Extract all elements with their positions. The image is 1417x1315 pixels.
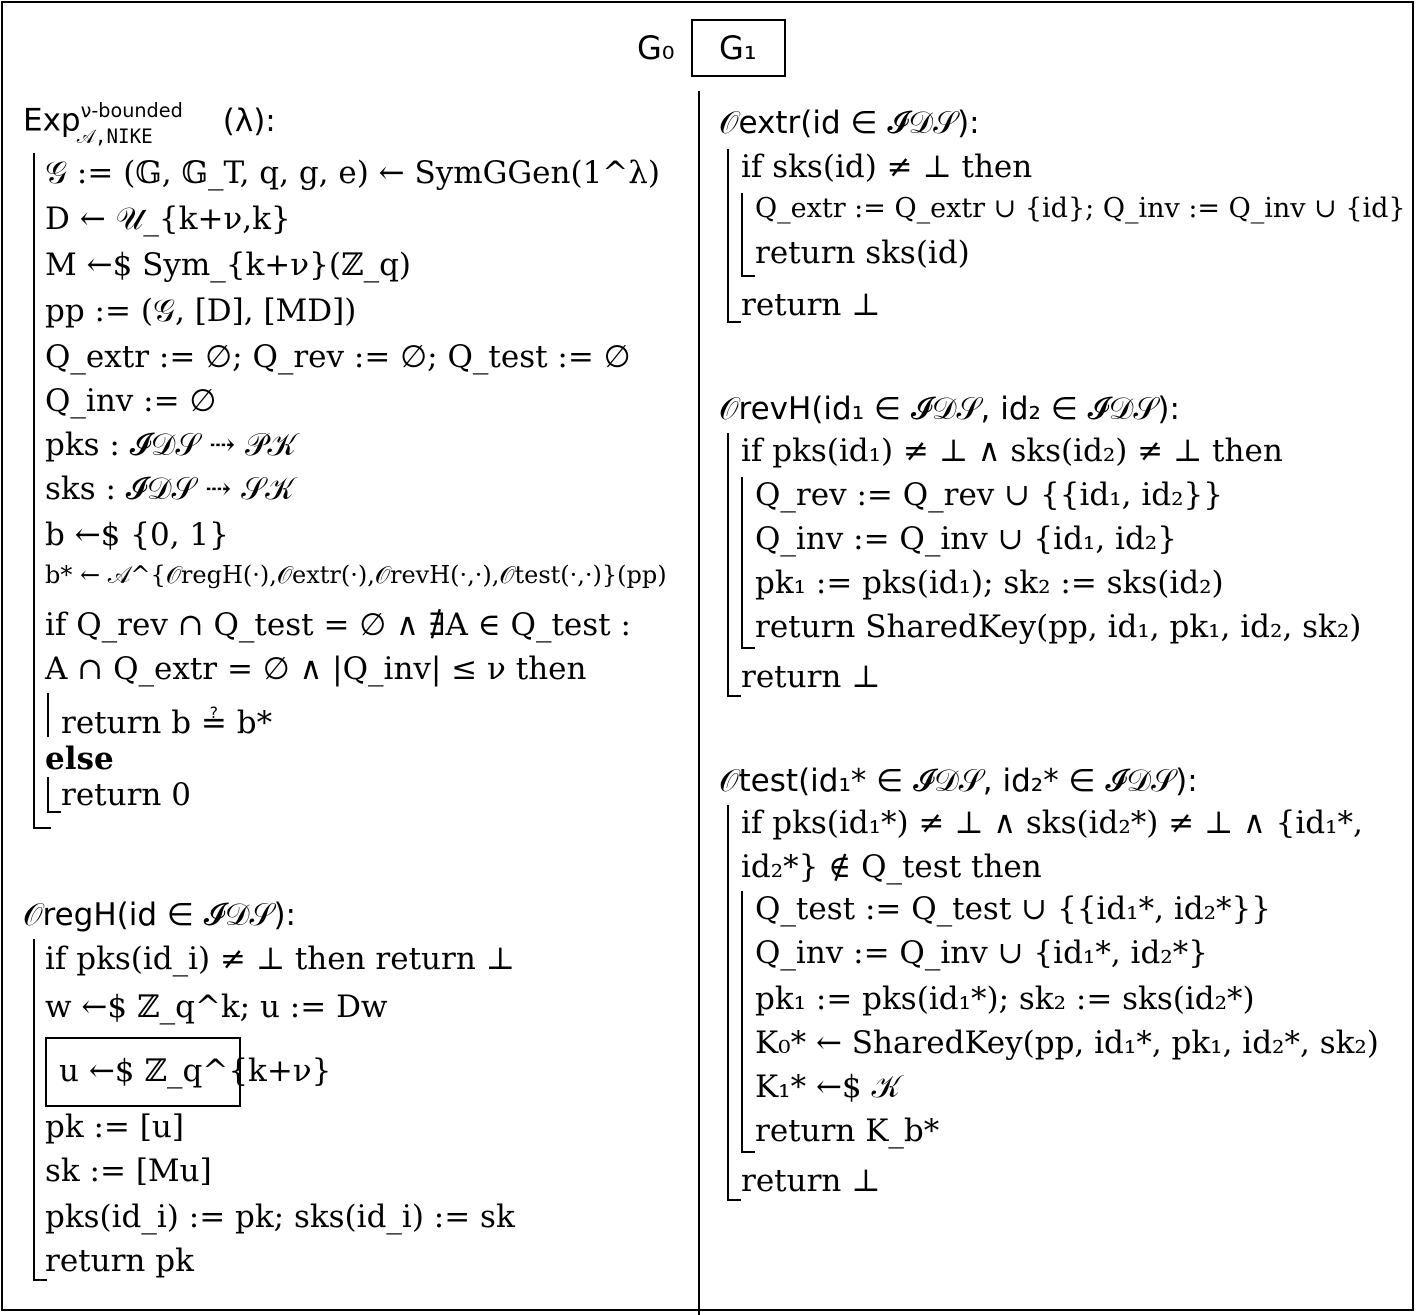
regh-line-2: w ←$ ℤ_q^k; u := Dw [45,989,388,1025]
extr-line-2: Q_extr := Q_extr ∪ {id}; Q_inv := Q_inv ∪ {id} [755,193,1406,224]
revh-then-bracket-foot [741,647,755,649]
regh-line-5: sk := [Mu] [45,1153,212,1189]
exp-line-8: sks : 𝓘𝒟𝒮 ⇢ 𝒮𝒦 [45,471,294,507]
exp-line-15: return 0 [61,777,191,813]
oracle-revh-bracket [727,433,729,697]
game-g1-label: G₁ [719,29,757,67]
regh-line-6: pks(id_i) := pk; sks(id_i) := sk [45,1199,515,1235]
regh-line-7: return pk [45,1243,194,1279]
extr-line-4: return ⊥ [741,287,881,323]
test-line-4: Q_inv := Q_inv ∪ {id₁*, id₂*} [755,935,1208,971]
exp-line-11: if Q_rev ∩ Q_test = ∅ ∧ ∄A ∈ Q_test : [45,607,631,643]
exp-line-9: b ←$ {0, 1} [45,517,229,553]
experiment-title-sub: 𝒜,NIKE [76,125,153,149]
exp-line-13: return b ≟ b* [61,705,273,741]
test-then-bracket-foot [741,1151,755,1153]
figure-frame [1,1,1414,1311]
oracle-extr-bracket [727,149,729,323]
experiment-bracket-foot [33,827,51,829]
revh-line-4: pk₁ := pks(id₁); sk₂ := sks(id₂) [755,565,1224,601]
revh-then-bracket [741,477,743,649]
exp-line-1: 𝒢 := (𝔾, 𝔾_T, q, g, e) ← SymGGen(1^λ) [45,155,661,191]
oracle-regh-bracket [33,939,35,1281]
oracle-extr-bracket-foot [727,321,741,323]
exp-line-10: b* ← 𝒜^{𝒪regH(·),𝒪extr(·),𝒪revH(·,·),𝒪test(·,·)}(pp) [45,561,667,589]
experiment-title-sup: ν-bounded [80,99,183,122]
experiment-title-name: Exp [23,102,81,139]
experiment-bracket [33,153,35,829]
game-g0-label: G₀ [637,29,675,67]
extr-then-bracket [741,193,743,277]
column-divider [698,91,700,1315]
oracle-test-title: 𝒪test(id₁* ∈ 𝓘𝒟𝒮, id₂* ∈ 𝓘𝒟𝒮): [719,763,1198,799]
exp-line-7: pks : 𝓘𝒟𝒮 ⇢ 𝒫𝒦 [45,427,297,463]
exp-line-5: Q_extr := ∅; Q_rev := ∅; Q_test := ∅ [45,339,631,375]
exp-line-4: pp := (𝒢, [D], [MD]) [45,293,357,329]
test-line-5: pk₁ := pks(id₁*); sk₂ := sks(id₂*) [755,981,1255,1017]
regh-line-4: pk := [u] [45,1109,184,1145]
then-bracket [47,693,49,737]
experiment-title [23,99,276,149]
revh-line-1: if pks(id₁) ≠ ⊥ ∧ sks(id₂) ≠ ⊥ then [741,433,1283,469]
exp-line-12: A ∩ Q_extr = ∅ ∧ |Q_inv| ≤ ν then [45,651,587,687]
oracle-revh-bracket-foot [727,695,741,697]
extr-line-1: if sks(id) ≠ ⊥ then [741,149,1033,185]
test-then-bracket [741,891,743,1153]
game-header [3,19,1416,77]
test-line-9: return ⊥ [741,1163,881,1199]
exp-line-2: D ← 𝒰_{k+ν,k} [45,201,291,237]
else-bracket [47,777,49,813]
exp-line-6: Q_inv := ∅ [45,383,217,419]
extr-then-bracket-foot [741,275,755,277]
exp-line-3: M ←$ Sym_{k+ν}(ℤ_q) [45,247,412,283]
regh-line-1: if pks(id_i) ≠ ⊥ then return ⊥ [45,941,515,977]
test-line-3: Q_test := Q_test ∪ {{id₁*, id₂*}} [755,891,1271,927]
oracle-test-bracket [727,805,729,1201]
oracle-test-bracket-foot [727,1199,741,1201]
revh-line-5: return SharedKey(pp, id₁, pk₁, id₂, sk₂) [755,609,1362,645]
revh-line-3: Q_inv := Q_inv ∪ {id₁, id₂} [755,521,1177,557]
extr-line-3: return sks(id) [755,235,970,271]
regh-line-3: u ←$ ℤ_q^{k+ν} [59,1053,332,1089]
test-line-6: K₀* ← SharedKey(pp, id₁*, pk₁, id₂*, sk₂) [755,1025,1379,1061]
test-line-2: id₂*} ∉ Q_test then [741,849,1042,885]
oracle-extr-title: 𝒪extr(id ∈ 𝓘𝒟𝒮): [719,105,980,141]
test-line-8: return K_b* [755,1113,940,1149]
test-line-7: K₁* ←$ 𝒦 [755,1069,901,1105]
oracle-regh-bracket-foot [33,1279,47,1281]
exp-line-14: else [45,741,114,777]
oracle-revh-title: 𝒪revH(id₁ ∈ 𝓘𝒟𝒮, id₂ ∈ 𝓘𝒟𝒮): [719,391,1180,427]
experiment-title-arg: (λ): [222,102,276,139]
oracle-regh-title: 𝒪regH(id ∈ 𝓘𝒟𝒮): [23,897,296,933]
test-line-1: if pks(id₁*) ≠ ⊥ ∧ sks(id₂*) ≠ ⊥ ∧ {id₁*, [741,805,1363,841]
else-bracket-foot [47,811,61,813]
revh-line-6: return ⊥ [741,659,881,695]
revh-line-2: Q_rev := Q_rev ∪ {{id₁, id₂}} [755,477,1223,513]
